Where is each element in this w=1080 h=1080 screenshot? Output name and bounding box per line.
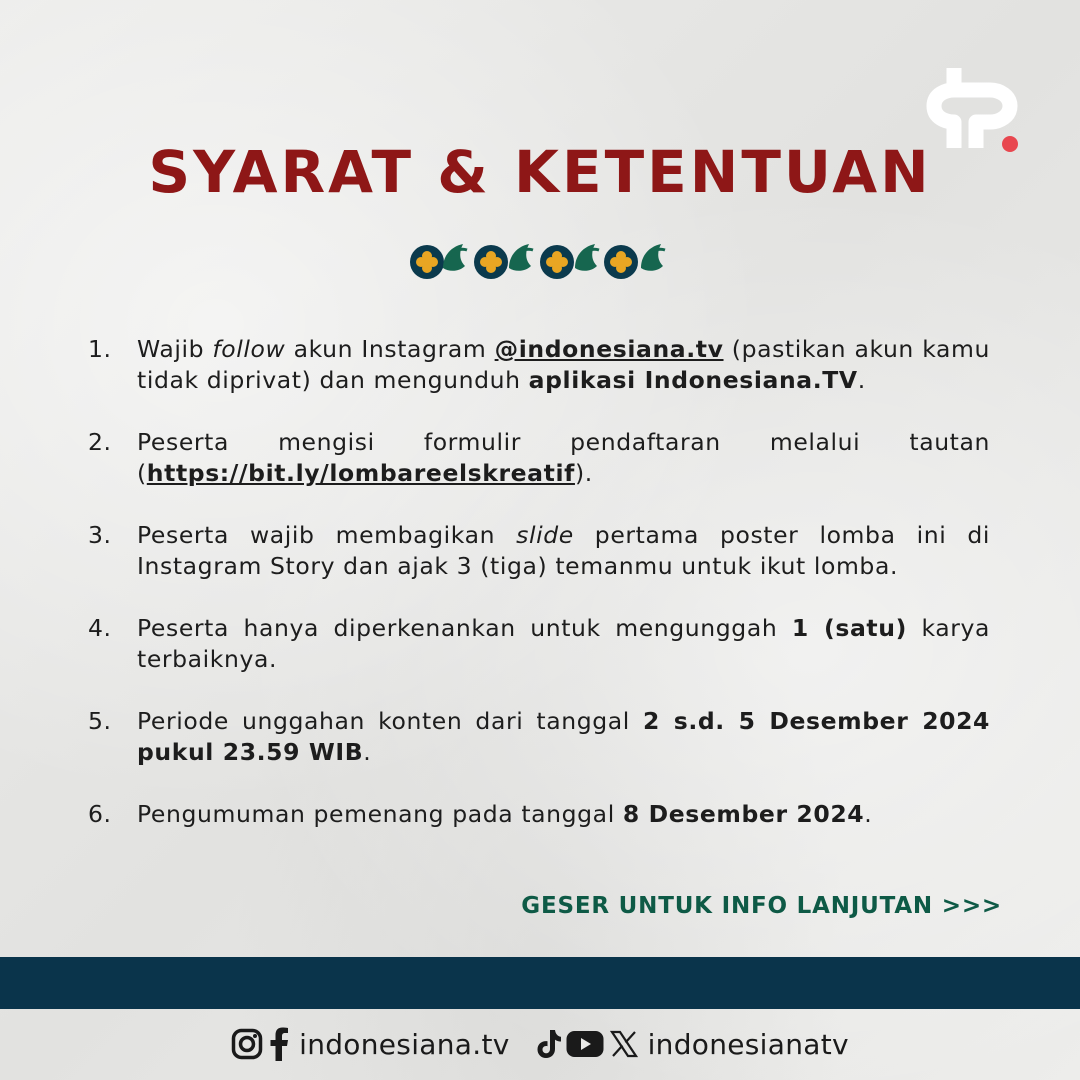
term-item — [88, 799, 990, 830]
term-segment: . — [363, 738, 372, 766]
term-segment: 1 (satu) — [791, 614, 907, 642]
term-number: 3. — [88, 521, 112, 549]
instagram-icon — [231, 1028, 263, 1060]
term-segment: pertama poster lomba ini di Instagram Story dan ajak 3 (tiga) temanmu untuk ikut lomba. — [137, 521, 990, 580]
term-link[interactable]: @indonesiana.tv — [494, 335, 724, 363]
batik-ornament-icon — [409, 238, 671, 284]
term-segment: . — [857, 366, 866, 394]
term-number: 4. — [88, 614, 112, 642]
swipe-hint: GESER UNTUK INFO LANJUTAN >>> — [521, 893, 1002, 919]
term-number: 2. — [88, 428, 112, 456]
term-segment: . — [864, 800, 873, 828]
term-segment: Peserta hanya diperkenankan untuk mengunggah — [137, 614, 792, 642]
term-segment: Peserta wajib membagikan — [137, 521, 517, 549]
page-title: SYARAT & KETENTUAN — [148, 138, 932, 206]
term-segment: akun Instagram — [285, 335, 495, 363]
term-item — [88, 706, 990, 768]
term-item — [88, 613, 990, 675]
term-segment: (pastikan akun kamu tidak diprivat) dan mengunduh — [137, 335, 990, 394]
term-text — [137, 799, 990, 830]
term-segment: ). — [574, 459, 593, 487]
term-segment: Periode unggahan konten dari tanggal — [137, 707, 643, 735]
x-icon — [610, 1030, 638, 1058]
term-item — [88, 427, 990, 489]
term-segment: Wajib — [137, 335, 213, 363]
term-segment: karya terbaiknya. — [137, 614, 991, 673]
term-text — [137, 613, 990, 675]
term-segment: aplikasi Indonesiana.TV — [528, 366, 858, 394]
term-number: 1. — [88, 335, 112, 363]
social-handle-1: indonesiana.tv — [299, 1027, 510, 1061]
term-item — [88, 334, 990, 396]
tiktok-icon — [536, 1029, 562, 1059]
term-number: 6. — [88, 800, 112, 828]
facebook-icon — [269, 1027, 289, 1061]
footer-socials — [0, 1021, 1080, 1067]
term-text — [137, 520, 990, 582]
term-segment: 8 Desember 2024 — [622, 800, 865, 828]
social-handle-2: indonesianatv — [647, 1027, 849, 1061]
term-text — [137, 706, 990, 768]
term-item — [88, 520, 990, 582]
term-text — [137, 427, 990, 489]
term-segment: Peserta mengisi formulir pendaftaran melalui tautan ( — [137, 428, 990, 487]
term-segment: follow — [212, 335, 286, 363]
youtube-icon — [566, 1030, 604, 1058]
footer-band — [0, 957, 1080, 1009]
term-number: 5. — [88, 707, 112, 735]
term-text — [137, 334, 990, 396]
term-link[interactable]: https://bit.ly/lombareelskreatif — [146, 459, 575, 487]
term-segment: Pengumuman pemenang pada tanggal — [137, 800, 623, 828]
terms-list — [88, 334, 990, 861]
term-segment: 2 s.d. 5 Desember 2024 pukul 23.59 WIB — [137, 707, 990, 766]
term-segment: slide — [516, 521, 574, 549]
